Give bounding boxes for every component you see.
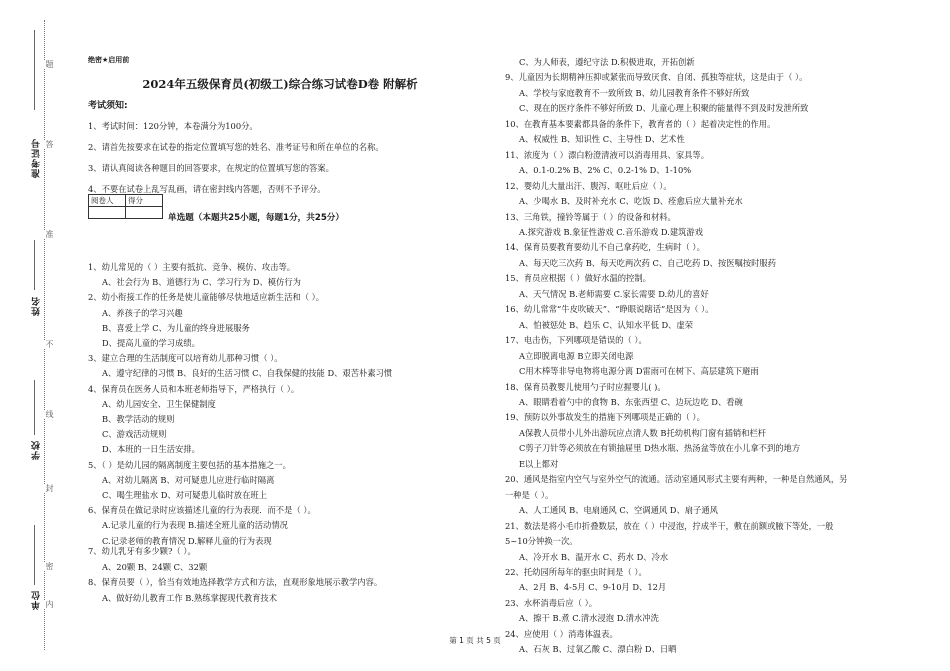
score-header: 得分 bbox=[126, 195, 163, 207]
question-options: A、做好幼儿教育工作 B.熟练掌握现代教育技术 bbox=[102, 592, 278, 603]
question-options: C、为人师表，遵纪守法 D.积极进取，开拓创新 bbox=[519, 57, 695, 67]
question-stem: 8、保育员要（ ），恰当有效地选择教学方式和方法，直观形象地展示教学内容。 bbox=[88, 577, 383, 588]
question-options: A、学校与家庭教育不一致所致 B、幼儿园教育条件不够好所致 bbox=[519, 87, 750, 98]
notice-item: 4、不要在试卷上乱写乱画，请在密封线内答题，否则不予评分。 bbox=[88, 184, 326, 194]
question-stem: 18、保育员教婴儿使用勺子时应握婴儿( )。 bbox=[505, 381, 666, 392]
question-stem: 2、幼小衔接工作的任务是使儿童能够尽快地适应新生活和（ ）。 bbox=[88, 292, 325, 303]
seal-dotted-line bbox=[44, 20, 45, 650]
school-label: 学校 bbox=[32, 440, 42, 460]
question-option: C、游戏活动规则 bbox=[102, 429, 167, 440]
score-table bbox=[88, 194, 163, 219]
question-option: A、幼儿园安全、卫生保健制度 bbox=[102, 398, 216, 409]
question-stem: 19、预防以外事故发生的措施下列哪项是正确的（ ）。 bbox=[505, 412, 705, 423]
question-options: A.探究游戏 B.象征性游戏 C.音乐游戏 D.建筑游戏 bbox=[519, 226, 704, 237]
question-options: C、现在的医疗条件不够好所致 D、儿童心理上积聚的能量得不到及时发泄所致 bbox=[519, 103, 809, 114]
question-option: B、喜爱上学 C、为儿童的终身进展服务 bbox=[102, 322, 250, 333]
question-options: A、20颗 B、24颗 C、32颗 bbox=[102, 561, 208, 572]
seal-mark: 题 bbox=[45, 60, 54, 68]
question-options: A、对幼儿隔离 B、对可疑患儿应进行临时隔离 bbox=[102, 474, 275, 485]
seal-mark: 密 bbox=[45, 562, 54, 570]
question-stem: 14、保育员要教育要幼儿不自己拿药吃，生病时（ ）。 bbox=[505, 242, 705, 253]
page-footer: 第 1 页 共 5 页 bbox=[449, 636, 501, 645]
secret-mark: 绝密★启用前 bbox=[88, 56, 130, 64]
name-label: 姓名 bbox=[32, 296, 42, 316]
question-stem: 11、浓度为（ ）漂白粉澄清液可以消毒用具、家具等。 bbox=[505, 149, 710, 160]
question-options: C、喝生理盐水 D、对可疑患儿临时放在班上 bbox=[102, 490, 267, 501]
question-option: D、本班的一日生活安排。 bbox=[102, 444, 200, 455]
question-options: A、怕被惩处 B、趋乐 C、认知水平低 D、虚荣 bbox=[519, 319, 694, 330]
questions-left-top bbox=[88, 260, 483, 549]
notice-heading: 考试须知: bbox=[88, 101, 128, 111]
question-options: A、天气情况 B.老师需要 C.家长需要 D.幼儿的喜好 bbox=[519, 288, 709, 299]
notice-item: 1、考试时间：120分钟，本卷满分为100分。 bbox=[88, 121, 258, 131]
question-stem: 10、在教育基本要素都具备的条件下，教育者的（ ）起着决定性的作用。 bbox=[505, 118, 776, 129]
question-stem: 21、数法是将小毛巾折叠数层，放在（ ）中浸泡，拧成半干，敷在前额或腋下等处，一般 bbox=[505, 520, 834, 531]
question-option: A、养孩子的学习兴趣 bbox=[102, 307, 183, 318]
question-stem: 16、幼儿常常“牛皮吹破天”、“睁眼说瞎话”是因为（ ）。 bbox=[505, 304, 714, 315]
question-stem: 17、电击伤，下列哪项是错误的（ ）。 bbox=[505, 335, 647, 346]
question-options: C剪子刀针等必须放在有锁抽屉里 D热水瓶、热汤盆等放在小儿拿不到的地方 bbox=[519, 443, 801, 454]
question-stem: 3、建立合理的生活制度可以培育幼儿那种习惯（ ）。 bbox=[88, 353, 283, 364]
question-stem: 12、婴幼儿大量出汗、腹泻、呕吐后应（ ）。 bbox=[505, 180, 672, 191]
question-stem: 5、（ ）是幼儿园的隔离制度主要包括的基本措施之一。 bbox=[88, 459, 291, 470]
question-stem: 22、托幼园所每年的驱虫时间是（ ）。 bbox=[505, 566, 647, 577]
seal-mark: 封 bbox=[45, 484, 54, 492]
school-line bbox=[34, 380, 35, 435]
question-stem: 7、幼儿乳牙有多少颗?（ ）。 bbox=[88, 546, 196, 556]
score-cell bbox=[126, 207, 163, 219]
questions-left-bottom bbox=[88, 544, 483, 606]
unit-label: 单位 bbox=[32, 590, 42, 610]
question-options: A.记录儿童的行为表现 B.描述全班儿童的活动情况 bbox=[102, 520, 288, 531]
notice-item: 2、请首先按要求在试卷的指定位置填写您的姓名、准考证号和所在单位的名称。 bbox=[88, 142, 384, 152]
exam-number-line bbox=[34, 30, 35, 110]
question-options: A、冷开水 B、温开水 C、药水 D、冷水 bbox=[519, 551, 669, 562]
question-options: A立即脱离电源 B立即关闭电源 bbox=[519, 350, 634, 361]
question-options: A、0.1-0.2% B、2% C、0.2-1% D、1-10% bbox=[519, 165, 692, 176]
question-options: A、擦干 B.煮 C.清水浸泡 D.清水冲洗 bbox=[519, 613, 659, 624]
question-stem: 9、儿童因为长期精神压抑或紧张而导致厌食、自闭、孤独等症状，这是由于（ ）。 bbox=[505, 72, 808, 83]
grader-header: 阅卷人 bbox=[89, 195, 126, 207]
question-option: B、教学活动的规则 bbox=[102, 414, 175, 425]
question-options: A、少喝水 B、及时补充水 C、吃饭 D、痊愈后应大量补充水 bbox=[519, 196, 743, 207]
question-stem: 1、幼儿常见的（ ）主要有抵抗、竞争、模仿、攻击等。 bbox=[88, 262, 296, 272]
question-stem: 6、保育员在做记录时应该描述儿童的行为表现．而不是（ ）。 bbox=[88, 505, 316, 516]
seal-mark: 准 bbox=[45, 230, 54, 238]
grader-cell bbox=[89, 207, 126, 219]
question-option: D、提高儿童的学习成绩。 bbox=[102, 338, 200, 349]
question-stem-continued: 5~10分钟换一次。 bbox=[505, 536, 578, 547]
question-options: A保教人员带小儿外出游玩应点清人数 B托幼机构门窗有插销和栏杆 bbox=[519, 427, 767, 438]
question-option: E以上都对 bbox=[519, 458, 559, 469]
section-heading: 单选题（本题共25小题，每题1分，共25分） bbox=[168, 213, 344, 223]
exam-title: 2024年五级保育员(初级工)综合练习试卷D卷 附解析 bbox=[142, 77, 418, 91]
question-options: C.记录老师的教育情况 D.解释儿童的行为表现 bbox=[102, 535, 272, 546]
question-stem: 20、通风是指室内空气与室外空气的流通。活动室通风形式主要有两种，一种是自然通风，另 bbox=[505, 474, 848, 485]
question-options: C用木棒等非导电物将电源分离 D雷雨可在树下、高层建筑下避雨 bbox=[519, 366, 759, 377]
notice-list bbox=[88, 116, 478, 200]
binding-margin bbox=[0, 0, 60, 671]
question-stem: 23、水杯消毒后应（ ）。 bbox=[505, 597, 598, 608]
question-options: A、社会行为 B、道德行为 C、学习行为 D、模仿行为 bbox=[102, 277, 301, 288]
question-stem: 13、三角铁，撞铃等属于（ ）的设备和材料。 bbox=[505, 211, 676, 222]
question-options: A、权威性 B、知识性 C、主导性 D、艺术性 bbox=[519, 134, 685, 145]
question-stem-continued: 一种是（ ）。 bbox=[505, 489, 554, 500]
seal-mark: 不 bbox=[45, 340, 54, 348]
exam-number-label: 准考证号 bbox=[32, 138, 42, 178]
name-line bbox=[34, 240, 35, 290]
seal-mark: 答 bbox=[45, 140, 54, 148]
question-options: A、每天吃三次药 B、每天吃两次药 C、自己吃药 D、按医嘱按时服药 bbox=[519, 257, 777, 268]
seal-mark: 内 bbox=[45, 600, 54, 608]
question-options: A、遵守纪律的习惯 B、良好的生活习惯 C、自我保健的技能 D、艰苦朴素习惯 bbox=[102, 368, 393, 379]
question-options: A、人工通风 B、电扇通风 C、空调通风 D、扇子通风 bbox=[519, 505, 718, 516]
question-stem: 15、育员应根据（ ）做好水温的控制。 bbox=[505, 273, 651, 284]
seal-mark: 线 bbox=[45, 410, 54, 418]
question-stem: 4、保育员在医务人员和本班老师指导下，严格执行（ ）。 bbox=[88, 383, 300, 394]
question-options: A、2月 B、4-5月 C、9-10月 D、12月 bbox=[519, 582, 667, 593]
question-options: A、石灰 B、过氧乙酸 C、漂白粉 D、日晒 bbox=[519, 644, 677, 655]
questions-right bbox=[505, 55, 910, 658]
question-stem: 24、应使用（ ）消毒体温表。 bbox=[505, 628, 618, 639]
notice-item: 3、请认真阅读各种题目的回答要求，在规定的位置填写您的答案。 bbox=[88, 163, 334, 173]
question-options: A、眼睛看着勺中的食物 B、东张西望 C、边玩边吃 D、看碗 bbox=[519, 396, 743, 407]
unit-line bbox=[34, 525, 35, 585]
